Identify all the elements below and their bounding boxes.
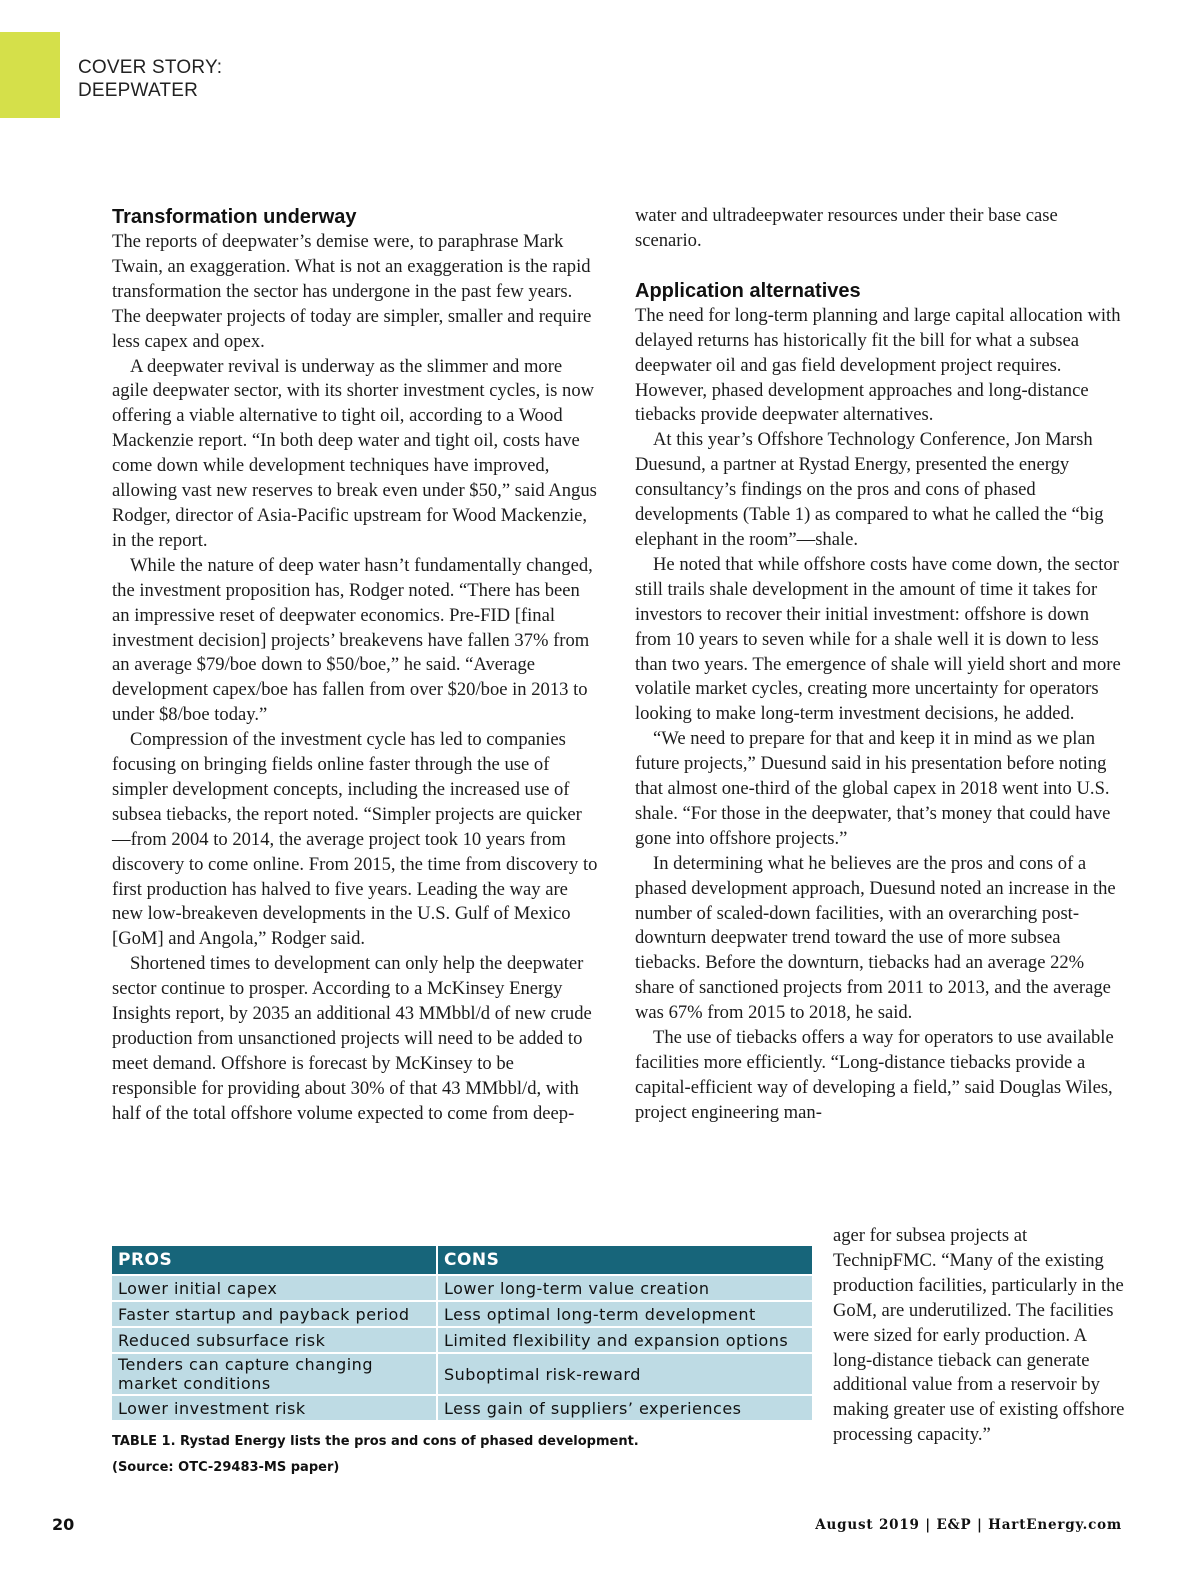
- article-column-left: [112, 204, 598, 1127]
- paragraph: “We need to prepare for that and keep it in mind as we plan future projects,” Duesund said in his presentation before noting that almost one-third of the global capex in 2018 went into U.S. shale. “For those in the deepwater, that’s money that could have gone into offshore projects.”: [635, 728, 1111, 849]
- paragraph: While the nature of deep water hasn’t fundamentally changed, the investment proposition has, Rodger noted. “There has been an impressive reset of deepwater economics. Pre-FID [final investment decision] projects’ breakevens have fallen 37% from an average $79/boe down to $50/boe,” he said. “Average development capex/boe has fallen from over $20/boe in 2013 to under $8/boe today.”: [112, 554, 593, 726]
- table-caption-title: TABLE 1. Rystad Energy lists the pros and cons of phased development.: [112, 1434, 639, 1449]
- paragraph: In determining what he believes are the pros and cons of a phased development approach, Duesund noted an increase in the number of scaled-down facilities, with an overarching post-downturn deepwater trend toward the use of more subsea tiebacks. Before the downturn, tiebacks had an average 22% share of sanctioned projects from 2011 to 2013, and the average was 67% from 2015 to 2018, he said.: [635, 852, 1116, 1024]
- paragraph: At this year’s Offshore Technology Conference, Jon Marsh Duesund, a partner at Rystad Energy, presented the energy consultancy’s findings on the pros and cons of phased developments (Table 1) as compared to what he called the “big elephant in the room”—shale.: [635, 429, 1104, 550]
- con-cell: Limited flexibility and expansion options: [437, 1327, 813, 1353]
- section-label-line1: COVER STORY:: [78, 57, 223, 78]
- article-wrap-column: [833, 1224, 1125, 1448]
- paragraph-continuation: water and ultradeepwater resources under their base case scenario.: [635, 205, 1058, 251]
- table-header-row: [112, 1245, 813, 1275]
- pro-cell: Tenders can capture changing market conditions: [112, 1353, 437, 1395]
- pro-cell: Lower investment risk: [112, 1395, 437, 1421]
- paragraph: The need for long-term planning and large capital allocation with delayed returns has historically fit the bill for what a subsea deepwater oil and gas field development project requires. However, phased development approaches and long-distance tiebacks provide deepwater alternatives.: [635, 304, 1121, 426]
- publication-footer: August 2019 | E&P | HartEnergy.com: [815, 1517, 1122, 1533]
- paragraph: The use of tiebacks offers a way for operators to use available facilities more efficiently. “Long-distance tiebacks provide a capital-efficient way of developing a field,” said Douglas Wiles, project engineering man-: [635, 1027, 1114, 1123]
- table-caption: [112, 1429, 812, 1481]
- heading-transformation: Transformation underway: [112, 206, 357, 228]
- table-row: [112, 1353, 813, 1395]
- paragraph: The reports of deepwater’s demise were, to paraphrase Mark Twain, an exaggeration. What is not an exaggeration is the rapid transformation the sector has undergone in the past few years. The deepwater projects of today are simpler, smaller and require less capex and opex.: [112, 231, 592, 352]
- con-cell: Less gain of suppliers’ experiences: [437, 1395, 813, 1421]
- heading-application-alternatives: Application alternatives: [635, 279, 861, 302]
- section-tab-marker: [0, 32, 60, 118]
- table-caption-source: (Source: OTC-29483-MS paper): [112, 1460, 340, 1475]
- table-row: [112, 1275, 813, 1301]
- pro-cell: Faster startup and payback period: [112, 1301, 437, 1327]
- paragraph: Compression of the investment cycle has led to companies focusing on bringing fields online faster through the use of simpler development concepts, including the increased use of subsea tiebacks, the report noted. “Simpler projects are quicker—from 2004 to 2014, the average project took 10 years from discovery to come online. From 2015, the time from discovery to first production has halved to five years. Leading the way are new low-breakeven developments in the U.S. Gulf of Mexico [GoM] and Angola,” Rodger said.: [112, 729, 598, 950]
- paragraph: He noted that while offshore costs have come down, the sector still trails shale development in the amount of time it takes for investors to recover their initial investment: offshore is down from 10 years to seven while for a shale well it is down to less than two years. The emergence of shale will yield short and more volatile market cycles, creating more uncertainty for operators looking to make long-term investment decisions, he added.: [635, 553, 1121, 725]
- con-cell: Suboptimal risk-reward: [437, 1353, 813, 1395]
- pros-cons-table: [112, 1244, 814, 1422]
- table-row: [112, 1301, 813, 1327]
- table-header-cons: CONS: [437, 1245, 813, 1275]
- section-label: [78, 56, 222, 102]
- table-header-pros: PROS: [112, 1245, 437, 1275]
- page-number: 20: [52, 1515, 75, 1534]
- paragraph: A deepwater revival is underway as the slimmer and more agile deepwater sector, with its shorter investment cycles, is now offering a viable alternative to tight oil, according to a Wood Mackenzie report. “In both deep water and tight oil, costs have come down while development techniques have improved, allowing vast new reserves to break even under $50,” said Angus Rodger, director of Asia-Pacific upstream for Wood Mackenzie, in the report.: [112, 355, 597, 551]
- pro-cell: Reduced subsurface risk: [112, 1327, 437, 1353]
- paragraph-wrap: ager for subsea projects at TechnipFMC. “Many of the existing production facilities, particularly in the GoM, are underutilized. The facilities were sized for early production. A long-distance tieback can generate additional value from a reservoir by making greater use of existing offshore processing capacity.”: [833, 1225, 1125, 1446]
- article-column-right: [635, 204, 1121, 1126]
- table-row: [112, 1327, 813, 1353]
- con-cell: Lower long-term value creation: [437, 1275, 813, 1301]
- table-row: [112, 1395, 813, 1421]
- pro-cell: Lower initial capex: [112, 1275, 437, 1301]
- con-cell: Less optimal long-term development: [437, 1301, 813, 1327]
- paragraph: Shortened times to development can only help the deepwater sector continue to prosper. According to a McKinsey Energy Insights report, by 2035 an additional 43 MMbbl/d of new crude production from unsanctioned projects will need to be added to meet demand. Offshore is forecast by McKinsey to be responsible for providing about 30% of that 43 MMbbl/d, with half of the total offshore volume expected to come from deep-: [112, 953, 592, 1124]
- section-label-line2: DEEPWATER: [78, 80, 199, 101]
